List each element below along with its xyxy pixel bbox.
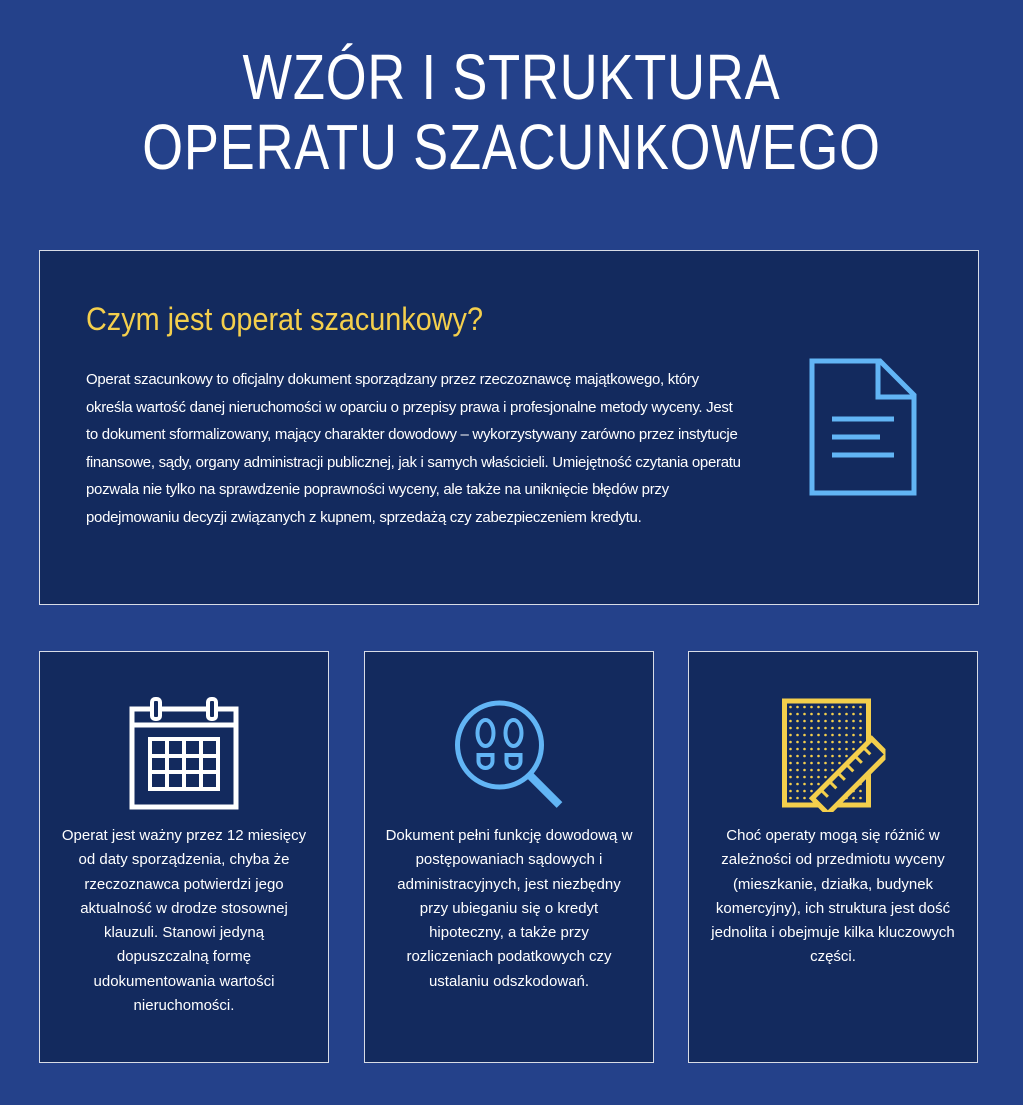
footprints-magnifier-icon [452, 697, 567, 812]
card-validity [39, 651, 329, 1063]
document-icon [808, 357, 918, 497]
map-ruler-icon [781, 697, 886, 812]
card-text: Dokument pełni funkcję dowodową w postępowaniach sądowych i administracyjnych, jest niezbędny przy ubieganiu się o kredyt hipoteczny, a także przy rozliczeniach podatkowych czy ustalaniu odszkodowań. [385, 827, 633, 990]
card-evidence [364, 651, 654, 1063]
intro-heading: Czym jest operat szacunkowy? [86, 301, 483, 337]
intro-text: Operat szacunkowy to oficjalny dokument sporządzany przez rzeczoznawcę majątkowego, który określa wartość danej nieruchomości w oparciu o przepisy prawa i profesjonalne metody wyceny. Jest to dokument sformalizowany, mający charakter dowodowy – wykorzystywany zarówno przez instytucje finansowe, sądy, organy administracji publicznej, jak i samych właścicieli. Umiejętność czytania operatu pozwala nie tylko na sprawdzenie poprawności wyceny, ale także na uniknięcie błędów przy podejmowaniu decyzji związanych z kupnem, sprzedażą czy zabezpieczeniem kredytu. [86, 371, 741, 526]
card-text: Operat jest ważny przez 12 miesięcy od daty sporządzenia, chyba że rzeczoznawca potwierdzi jego aktualność w drodze stosownej klauzuli. Stanowi jedyną dopuszczalną formę udokumentowania wartości nieruchomości. [61, 827, 307, 1015]
page-title: WZÓR I STRUKTURA OPERATU SZACUNKOWEGO [142, 41, 881, 183]
card-structure [688, 651, 978, 1063]
calendar-icon [128, 697, 240, 812]
card-text: Choć operaty mogą się różnić w zależności od przedmiotu wyceny (mieszkanie, działka, budynek komercyjny), ich struktura jest dość jednolita i obejmuje kilka kluczowych części. [711, 827, 955, 966]
intro-panel [39, 250, 979, 605]
